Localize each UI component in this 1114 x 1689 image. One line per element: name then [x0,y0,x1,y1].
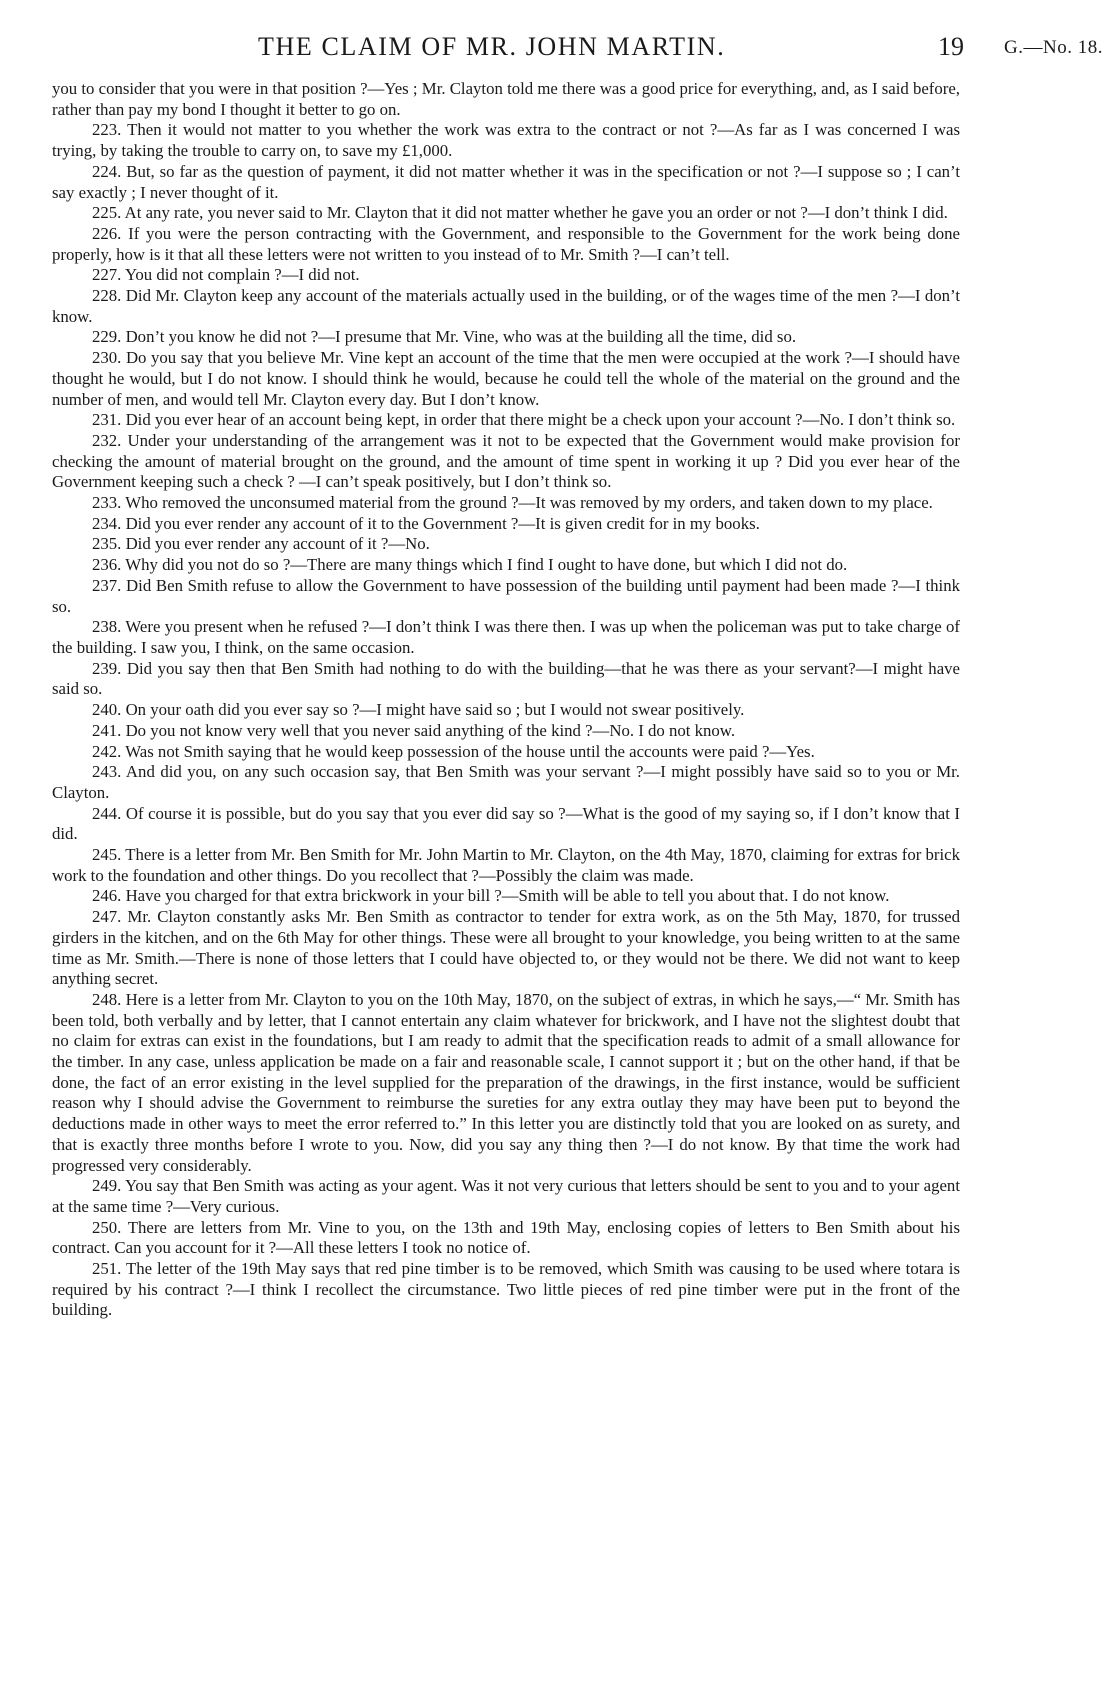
question-244: 244. Of course it is possible, but do you say that you ever did say so ?—What is the good of my saying so, if I don’t know that I did. [52,803,960,844]
page-title: THE CLAIM OF MR. JOHN MARTIN. [258,32,726,61]
question-234: 234. Did you ever render any account of it to the Government ?—It is given credit for in my books. [92,513,760,533]
question-239: 239. Did you say then that Ben Smith had nothing to do with the building—that he was there as your servant?—I might have said so. [52,658,960,699]
question-231: 231. Did you ever hear of an account being kept, in order that there might be a check upon your account ?—No. I don’t think so. [92,410,956,430]
question-225: 225. At any rate, you never said to Mr. Clayton that it did not matter whether he gave you an order or not ?—I don’t think I did. [92,203,948,223]
question-230: 230. Do you say that you believe Mr. Vine kept an account of the time that the men were occupied at the work ?—I should have thought he would, but I do not know. I should think he would, because he could tell the whole of the material on the ground and the number of men, and would tell Mr. Clayton every day. But I don’t know. [52,348,960,409]
question-228: 228. Did Mr. Clayton keep any account of the materials actually used in the building, or of the wages time of the men ?—I don’t know. [52,286,960,326]
question-232: 232. Under your understanding of the arrangement was it not to be expected that the Government would make provision for checking the amount of material brought on the ground, and the amount of time spent in working it up ? Did you ever hear of the Government keeping such a check ? —I can’t speak positively, but I don’t think so. [52,430,960,492]
question-226: 226. If you were the person contracting with the Government, and responsible to the Government for the work being done properly, how is it that all these letters were not written to you instead of to Mr. Smith ?—I can’t tell. [52,223,960,264]
question-243: 243. And did you, on any such occasion say, that Ben Smith was your servant ?—I might possibly have said so to you or Mr. Clayton. [52,762,960,802]
page-number: 19 [938,32,964,61]
question-242: 242. Was not Smith saying that he would keep possession of the house until the accounts were paid ?—Yes. [92,741,815,761]
question-235: 235. Did you ever render any account of it ?—No. [92,534,430,554]
question-245: 245. There is a letter from Mr. Ben Smith for Mr. John Martin to Mr. Clayton, on the 4th May, 1870, claiming for extras for brick work to the foundation and other things. Do you recollect that ?—Possibly the claim was made. [52,845,960,885]
question-248: 248. Here is a letter from Mr. Clayton to you on the 10th May, 1870, on the subject of extras, in which he says,—“ Mr. Smith has been told, both verbally and by letter, that I cannot entertain any claim whatever for brickwork, and I have not the slightest doubt that no claim for extras can exist in the foundations, but I am ready to admit that the specification reads to admit of a small allowance for the timber. In any case, unless application be made on a fair and reasonable scale, I cannot support it ; but on the other hand, if that be done, the fact of an error existing in the level supplied for the preparation of the drawings, in the first instance, would be sufficient reason why I should advise the Government to reimburse the sureties for any extra outlay they may have been put to beyond the deductions made in other ways to meet the error referred to.” In this letter you are distinctly told that you are looked on as surety, and that is exactly three months before I wrote to you. Now, did you say any thing then ?—I do not know. By that time the work had progressed very considerably. [52,989,960,1175]
question-247: 247. Mr. Clayton constantly asks Mr. Ben Smith as contractor to tender for extra work, as on the 5th May, 1870, for trussed girders in the kitchen, and on the 6th May for other things. These were all brought to your knowledge, you being written to at the same time as Mr. Smith.—There is none of those letters that I could have objected to, or they would not be there. We did not want to keep anything secret. [52,907,960,989]
question-241: 241. Do you not know very well that you never said anything of the kind ?—No. I do not know. [92,720,736,740]
question-233: 233. Who removed the unconsumed material from the ground ?—It was removed by my orders, and taken down to my place. [92,493,933,513]
question-227: 227. You did not complain ?—I did not. [92,265,360,285]
question-251: 251. The letter of the 19th May says that red pine timber is to be removed, which Smith was causing to be used where totara is required by his contract ?—I think I recollect the circumstance. Two little pieces of red pine timber were put in the front of the building. [52,1259,960,1320]
question-246: 246. Have you charged for that extra brickwork in your bill ?—Smith will be able to tell you about that. I do not know. [92,886,890,906]
question-250: 250. There are letters from Mr. Vine to you, on the 13th and 19th May, enclosing copies of letters to Ben Smith about his contract. Can you account for it ?—All these letters I took no notice of. [52,1217,960,1258]
question-240: 240. On your oath did you ever say so ?—I might have said so ; but I would not swear positively. [92,700,745,720]
question-229: 229. Don’t you know he did not ?—I presume that Mr. Vine, who was at the building all the time, did so. [92,327,797,347]
paragraph-continuation: you to consider that you were in that position ?—Yes ; Mr. Clayton told me there was a good price for everything, and, as I said before, rather than pay my bond I thought it better to go on. [52,79,961,119]
question-223: 223. Then it would not matter to you whether the work was extra to the contract or not ?—As far as I was concerned I was trying, by taking the trouble to carry on, to save my £1,000. [52,120,960,161]
question-249: 249. You say that Ben Smith was acting as your agent. Was it not very curious that letters should be sent to you and to your agent at the same time ?—Very curious. [52,1176,960,1216]
running-header [0,28,1114,68]
question-236: 236. Why did you not do so ?—There are many things which I find I ought to have done, but which I did not do. [92,555,848,575]
document-reference: G.—No. 18. [1004,37,1103,58]
question-237: 237. Did Ben Smith refuse to allow the Government to have possession of the building until payment had been made ?—I think so. [52,575,960,616]
document-body [52,79,960,1321]
question-238: 238. Were you present when he refused ?—I don’t think I was there then. I was up when the policeman was put to take charge of the building. I saw you, I think, on the same occasion. [52,617,960,657]
question-224: 224. But, so far as the question of payment, it did not matter whether it was in the specification or not ?—I suppose so ; I can’t say exactly ; I never thought of it. [52,161,960,202]
